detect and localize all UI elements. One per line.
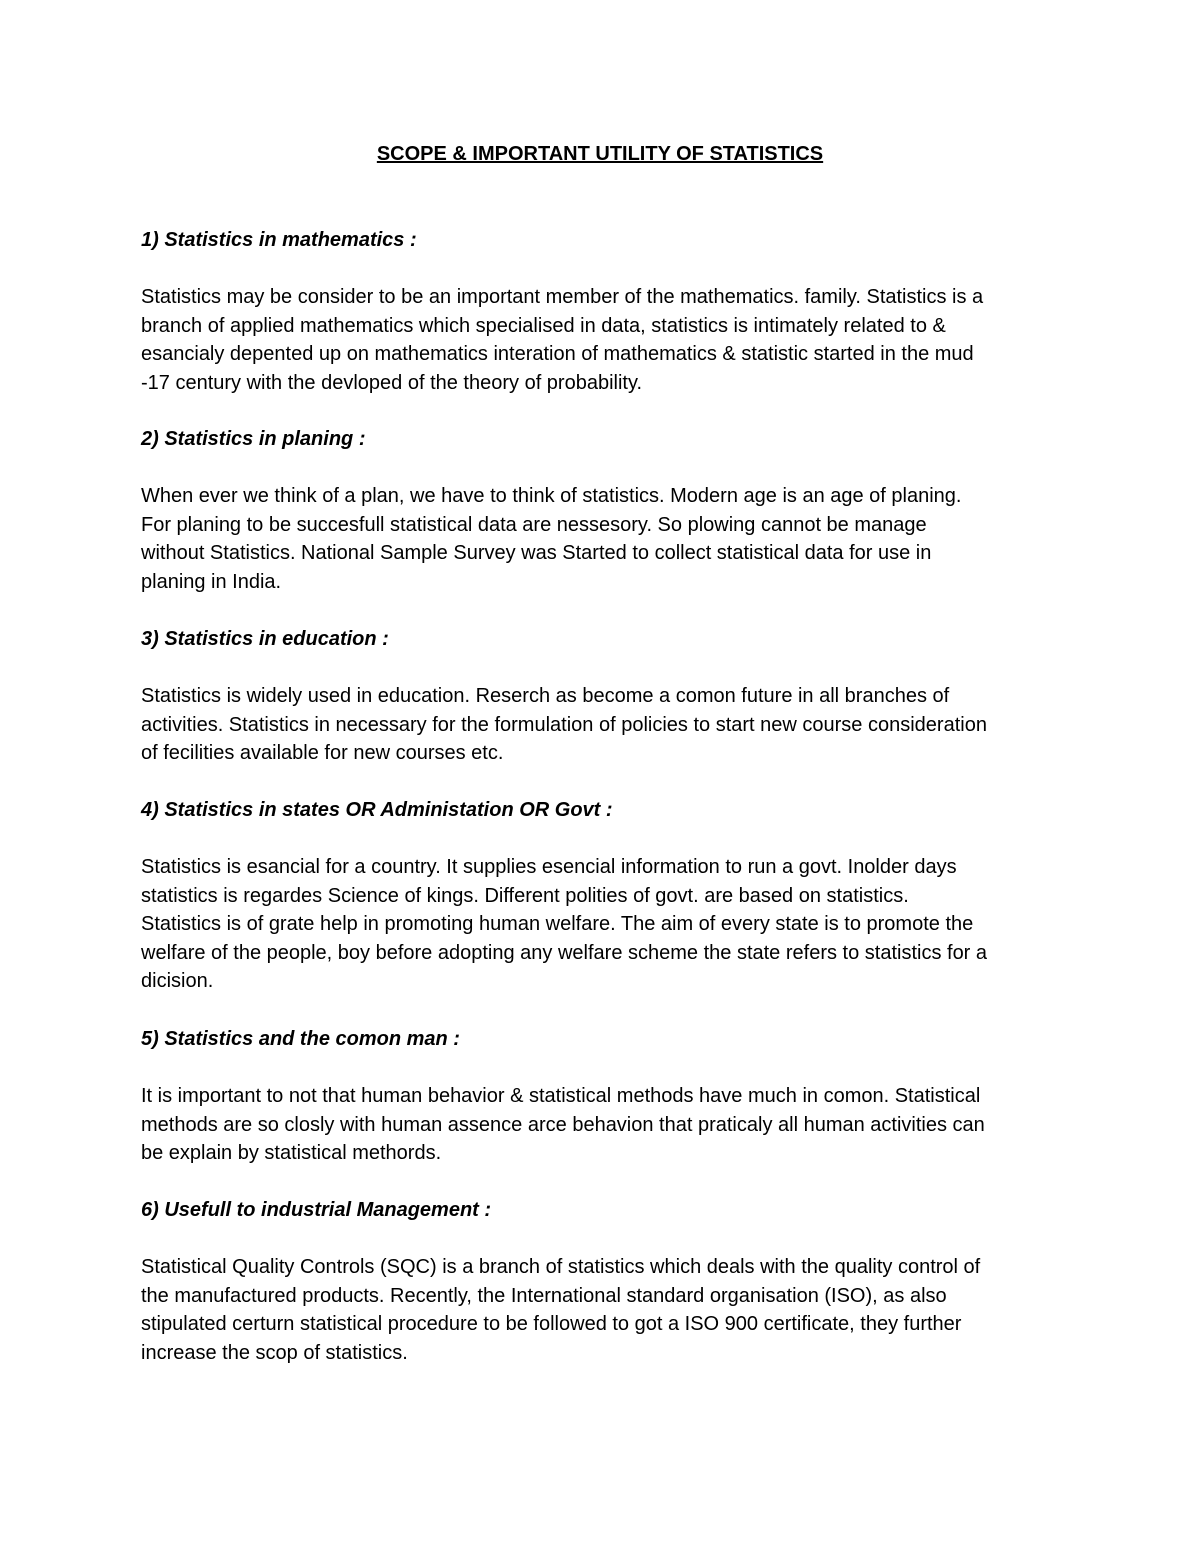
section-administration	[141, 796, 1071, 996]
body-line: the manufactured products. Recently, the International standard organisation (ISO), as also	[141, 1284, 947, 1307]
body-line: When ever we think of a plan, we have to think of statistics. Modern age is an age of planing.	[141, 485, 962, 507]
body-line: It is important to not that human behavior & statistical methods have much in comon. Statistical	[141, 1085, 981, 1107]
section-planing	[141, 425, 1071, 596]
section-education	[141, 625, 1071, 768]
body-line: of fecilities available for new courses etc.	[141, 742, 504, 765]
body-line: planing in India.	[141, 570, 282, 593]
section-heading: 1) Statistics in mathematics :	[141, 229, 417, 251]
document-title: SCOPE & IMPORTANT UTILITY OF STATISTICS	[376, 143, 824, 165]
section-body	[141, 482, 1071, 596]
body-line: be explain by statistical methords.	[141, 1142, 442, 1165]
body-line: increase the scop of statistics.	[141, 1341, 408, 1364]
body-line: For planing to be succesfull statistical data are nessesory. So plowing cannot be manage	[141, 513, 927, 536]
section-heading: 3) Statistics in education :	[141, 628, 389, 650]
body-line: welfare of the people, boy before adopting any welfare scheme the state refers to statistics for a	[141, 941, 988, 964]
body-line: Statistics is of grate help in promoting human welfare. The aim of every state is to promote the	[141, 913, 974, 936]
section-industrial-management	[141, 1196, 1071, 1367]
section-body	[141, 853, 1071, 996]
section-mathematics	[141, 226, 1071, 397]
section-body	[141, 1082, 1071, 1168]
body-line: methods are so closly with human assence arce behavion that praticaly all human activities can	[141, 1113, 985, 1136]
body-line: branch of applied mathematics which specialised in data, statistics is intimately related to &	[141, 314, 946, 337]
body-line: Statistics is widely used in education. Reserch as become a comon future in all branches of	[141, 685, 950, 707]
body-line: without Statistics. National Sample Survey was Started to collect statistical data for use in	[141, 542, 932, 565]
section-body	[141, 283, 1071, 397]
section-body	[141, 682, 1071, 768]
body-line: Statistics is esancial for a country. It supplies esencial information to run a govt. Inolder days	[141, 856, 957, 878]
section-comon-man	[141, 1025, 1071, 1168]
body-line: esancialy depented up on mathematics interation of mathematics & statistic started in the mud	[141, 343, 974, 366]
section-heading: 2) Statistics in planing :	[141, 428, 366, 450]
body-line: Statistics may be consider to be an important member of the mathematics. family. Statistics is a	[141, 286, 984, 308]
body-line: stipulated certurn statistical procedure to be followed to got a ISO 900 certificate, they further	[141, 1313, 962, 1336]
body-line: Statistical Quality Controls (SQC) is a branch of statistics which deals with the quality control of	[141, 1256, 981, 1278]
body-line: -17 century with the devloped of the theory of probability.	[141, 371, 643, 394]
body-line: dicision.	[141, 970, 214, 993]
section-heading: 6) Usefull to industrial Management :	[141, 1199, 492, 1221]
section-body	[141, 1253, 1071, 1367]
body-line: activities. Statistics in necessary for the formulation of policies to start new course consideration	[141, 713, 987, 736]
section-heading: 5) Statistics and the comon man :	[141, 1028, 460, 1050]
body-line: statistics is regardes Science of kings. Different polities of govt. are based on statistics.	[141, 884, 909, 907]
section-heading: 4) Statistics in states OR Administation OR Govt :	[141, 799, 613, 821]
